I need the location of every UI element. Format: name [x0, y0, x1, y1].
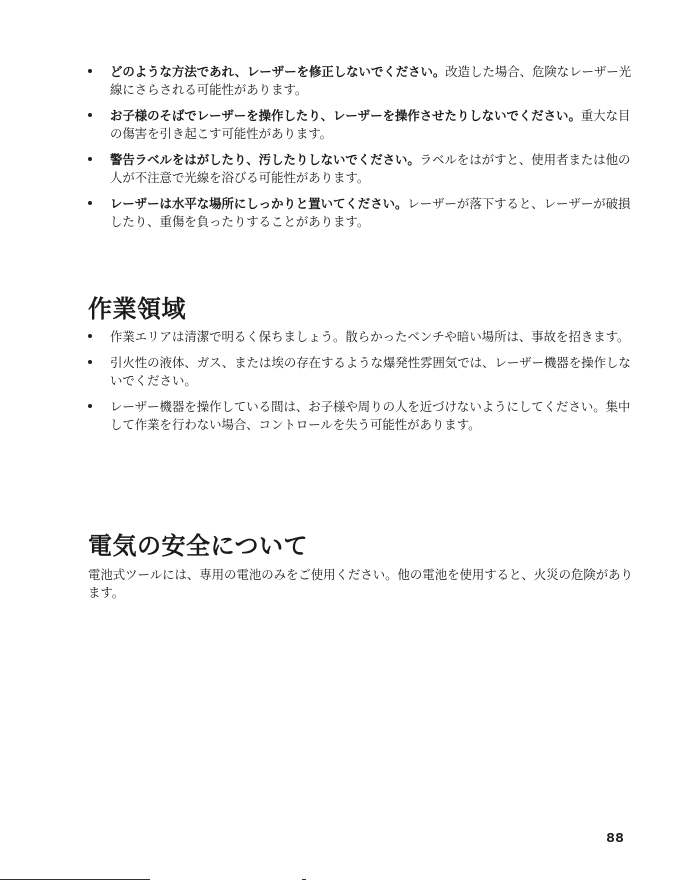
list-item	[88, 398, 633, 434]
bullet-bold-text: どのような方法であれ、レーザーを修正しないでください。	[110, 64, 446, 79]
bullet-text: レーザーが落下すると、レーザーが破損したり、重傷を負ったりすることがあります。	[110, 196, 631, 229]
bullet-text: 引火性の液体、ガス、または埃の存在するような爆発性雰囲気では、レーザー機器を操作しないでください。	[110, 355, 631, 388]
electrical-safety-paragraph: 電池式ツールには、専用の電池のみをご使用ください。他の電池を使用すると、火災の危険があります。	[88, 567, 633, 600]
bullet-icon	[88, 69, 92, 73]
bullet-bold-text: 警告ラベルをはがしたり、汚したりしないでください。	[110, 152, 420, 167]
electrical-safety-heading: 電気の安全について	[88, 532, 309, 560]
bullet-text: 重大な目の傷害を引き起こす可能性があります。	[110, 108, 631, 141]
page-number: 88	[606, 830, 625, 846]
list-item	[88, 354, 633, 390]
bullet-icon	[88, 201, 92, 205]
bullet-text: ラベルをはがすと、使用者または他の人が不注意で光線を浴びる可能性があります。	[110, 152, 631, 185]
footer-mark	[302, 879, 306, 880]
bullet-icon	[88, 113, 92, 117]
bullet-bold-text: お子様のそばでレーザーを操作したり、レーザーを操作させたりしないでください。	[110, 108, 581, 123]
bullet-text: 作業エリアは清潔で明るく保ちましょう。散らかったベンチや暗い場所は、事故を招きます。	[110, 329, 630, 344]
laser-safety-list	[88, 63, 633, 239]
list-item	[88, 107, 633, 143]
footer-divider	[0, 879, 150, 880]
bullet-bold-text: レーザーは水平な場所にしっかりと置いてください。	[110, 196, 408, 211]
work-area-heading: 作業領域	[88, 295, 186, 323]
bullet-icon	[88, 404, 92, 408]
bullet-text: レーザー機器を操作している間は、お子様や周りの人を近づけないようにしてください。集中して作業を行わない場合、コントロールを失う可能性があります。	[110, 399, 631, 432]
list-item	[88, 151, 633, 187]
list-item	[88, 328, 633, 346]
bullet-icon	[88, 360, 92, 364]
work-area-list	[88, 328, 633, 442]
bullet-icon	[88, 157, 92, 161]
list-item	[88, 63, 633, 99]
list-item	[88, 195, 633, 231]
bullet-text: 改造した場合、危険なレーザー光線にさらされる可能性があります。	[110, 64, 632, 97]
bullet-icon	[88, 334, 92, 338]
